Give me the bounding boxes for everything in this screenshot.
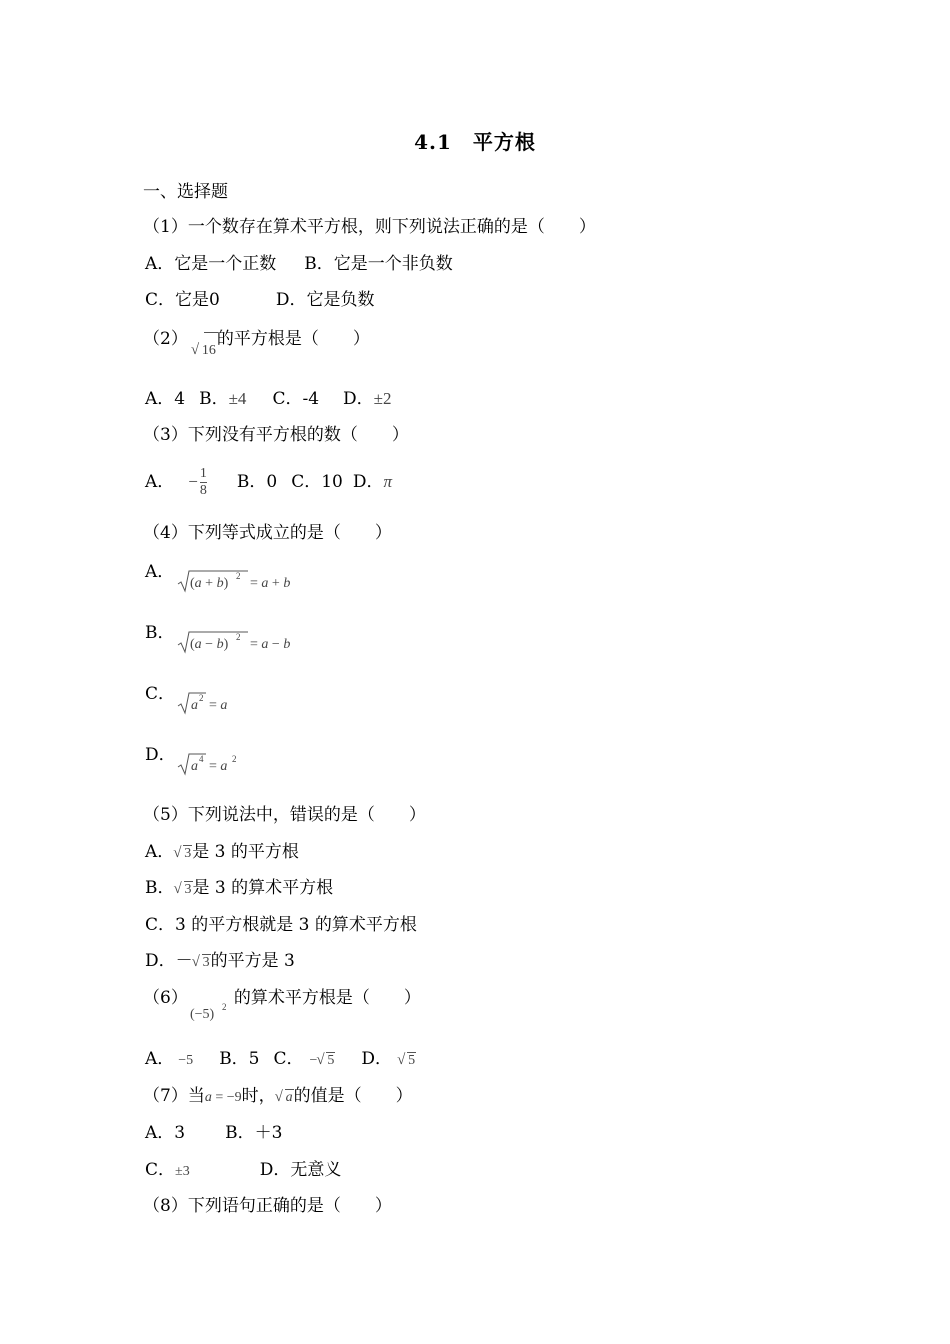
q7-sqrt-a: √ a xyxy=(276,1087,294,1109)
svg-text:(a + b): (a + b) xyxy=(190,576,229,591)
svg-text:= a + b: = a + b xyxy=(250,576,291,591)
q2-options xyxy=(145,388,392,410)
svg-text:= a: = a xyxy=(209,698,228,713)
q3-options xyxy=(145,464,392,500)
q5-stem: （5）下列说法中，错误的是（ ） xyxy=(143,805,426,825)
svg-text:(a − b): (a − b) xyxy=(190,637,229,652)
q6-option-c: C． −√ 5 xyxy=(274,1049,336,1069)
q6-options xyxy=(145,1048,416,1072)
svg-text:2: 2 xyxy=(221,1002,227,1012)
q7-stem: （7）当a = −9时，√ a的值是（ ） xyxy=(143,1085,413,1109)
svg-text:4: 4 xyxy=(199,754,204,764)
q4-stem: （4）下列等式成立的是（ ） xyxy=(143,523,392,543)
q6-option-d: D．√ 5 xyxy=(361,1049,416,1069)
svg-text:= a: = a xyxy=(209,759,228,774)
q1-option-b: B．它是一个非负数 xyxy=(304,254,453,274)
q7-options-2 xyxy=(145,1159,341,1183)
q4-option-c-label: C． xyxy=(145,684,176,704)
svg-text:a: a xyxy=(191,698,198,713)
q1-option-c: C．它是0 xyxy=(145,290,220,310)
q1-stem: （1）一个数存在算术平方根，则下列说法正确的是（ ） xyxy=(143,217,596,237)
q6-stem: （6） (−5) 2 的算术平方根是（ ） xyxy=(143,988,421,1021)
q2-expression: √ 16 xyxy=(192,340,217,362)
svg-text:2: 2 xyxy=(199,693,204,703)
q5-option-b: B．√ 3是 3 的算术平方根 xyxy=(145,877,333,901)
q3-option-b: B．0 xyxy=(236,472,278,492)
q2-option-c: C．-4 xyxy=(272,389,320,409)
q5-option-d: D．－√ 3的平方是 3 xyxy=(145,950,295,974)
q6-option-b: B．5 xyxy=(219,1049,260,1069)
q7-option-d: D．无意义 xyxy=(259,1160,342,1180)
svg-text:2: 2 xyxy=(236,632,241,642)
q4-option-c-formula xyxy=(176,690,256,716)
q1-options-2 xyxy=(145,289,374,311)
q6-expression xyxy=(188,991,234,1021)
section-heading: 一、选择题 xyxy=(143,182,228,202)
q3-option-c: C．10 xyxy=(291,472,343,492)
q4-option-a-label: A． xyxy=(145,562,175,582)
q7-option-c: C．±3 xyxy=(145,1160,190,1180)
page-title: 4.1 平方根 xyxy=(414,130,536,154)
q7-condition: a = −9 xyxy=(204,1090,242,1105)
q2-option-d: D．±2 xyxy=(343,389,392,409)
q4-option-d-formula xyxy=(176,751,256,777)
q1-option-a: A．它是一个正数 xyxy=(145,254,277,274)
q4-option-d-label: D． xyxy=(145,745,176,765)
q4-option-b-formula xyxy=(176,629,306,655)
q2-stem: （2）√ 16 的平方根是（ ） xyxy=(143,328,370,352)
svg-text:a: a xyxy=(191,759,198,774)
q2-option-a: A．4 xyxy=(145,389,186,409)
q5-option-c: C．3 的平方根就是 3 的算术平方根 xyxy=(145,915,417,935)
svg-text:(−5): (−5) xyxy=(189,1007,215,1021)
q8-stem: （8）下列语句正确的是（ ） xyxy=(143,1196,392,1216)
q7-option-a: A．3 xyxy=(145,1123,186,1143)
q5-option-a: A．√ 3是 3 的平方根 xyxy=(145,841,299,865)
q3-option-d: D．π xyxy=(352,472,392,492)
q3-stem: （3）下列没有平方根的数（ ） xyxy=(143,425,409,445)
q1-options xyxy=(145,253,453,275)
q7-options xyxy=(145,1122,282,1144)
q7-option-b: B．＋3 xyxy=(225,1123,283,1143)
svg-text:2: 2 xyxy=(232,754,237,764)
q4-option-a-formula xyxy=(176,568,306,594)
q2-option-b: B．±4 xyxy=(199,389,247,409)
q6-option-a: A． −5 xyxy=(145,1049,194,1069)
q3-option-a: A． − $\frac{1}{8}$ xyxy=(145,466,207,498)
q1-option-d: D．它是负数 xyxy=(275,290,375,310)
q4-option-b-label: B． xyxy=(145,623,175,643)
svg-text:2: 2 xyxy=(236,571,241,581)
svg-text:= a − b: = a − b xyxy=(250,637,291,652)
